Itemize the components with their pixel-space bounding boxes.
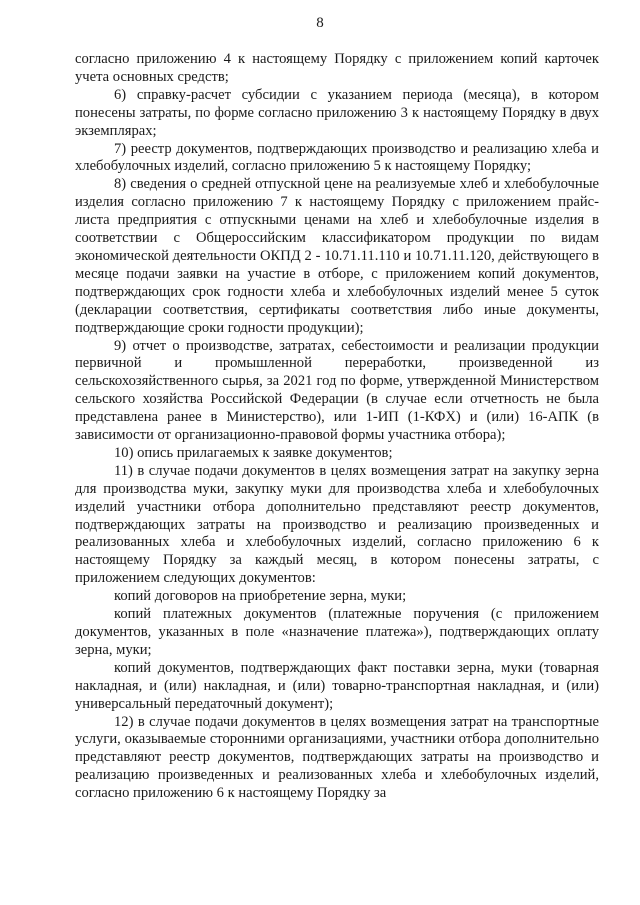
paragraph: копий платежных документов (платежные поручения (с приложением документов, указанных в поле «назначение платежа»), подтверждающих оплату зерна, муки; bbox=[75, 606, 599, 658]
paragraph: 11) в случае подачи документов в целях возмещения затрат на закупку зерна для производства муки, закупку муки для производства хлеба и хлебобулочных изделий участники отбора дополнительно представляют реестр документов, подтверждающих затраты на производство и реализацию произведенных и реализованных хлеба и хлебобулочных изделий, согласно приложению 6 к настоящему Порядку за каждый месяц, в котором понесены затраты, с приложением следующих документов: bbox=[75, 462, 599, 587]
paragraph: копий договоров на приобретение зерна, муки; bbox=[114, 588, 407, 605]
paragraph: 9) отчет о производстве, затратах, себестоимости и реализации продукции первичной и промышленной переработки, произведенной из сельскохозяйственного сырья, за 2021 год по форме, утвержденной Министерством сельского хозяйства Российской Федерации (в случае если отчетность не была представлена ранее в Министерство), или 1-ИП (1-КФХ) и (или) 16-АПК (в зависимости от организационно-правовой формы участника отбора); bbox=[75, 337, 599, 444]
document-body bbox=[75, 51, 599, 803]
paragraph: 10) опись прилагаемых к заявке документов; bbox=[114, 444, 393, 461]
paragraph: согласно приложению 4 к настоящему Порядку с приложением копий карточек учета основных средств; bbox=[75, 51, 599, 85]
paragraph: копий документов, подтверждающих факт поставки зерна, муки (товарная накладная, и (или) накладная, и (или) товарно-транспортная накладная, и (или) универсальный передаточный документ); bbox=[75, 659, 599, 712]
paragraph: 8) сведения о средней отпускной цене на реализуемые хлеб и хлебобулочные изделия согласно приложению 7 к настоящему Порядку с приложением прайс-листа предприятия с отпускными ценами на хлеб и хлебобулочные изделия в соответствии с Общероссийским классификатором продукции по видам экономической деятельности ОКПД 2 - 10.71.11.110 и 10.71.11.120, действующего в месяце подачи заявки на участие в отборе, с приложением копий документов, подтверждающих срок годности хлеба и хлебобулочных изделий менее 5 суток (декларации соответствия, сертификаты соответствия либо иные документы, подтверждающие сроки годности продукции); bbox=[75, 176, 599, 336]
paragraph: 12) в случае подачи документов в целях возмещения затрат на транспортные услуги, оказываемые сторонними организациями, участники отбора дополнительно представляют реестр документов, подтверждающих затраты на производство и реализацию произведенных и реализованных хлеба и хлебобулочных изделий, согласно приложению 6 к настоящему Порядку за bbox=[75, 713, 599, 802]
page-number: 8 bbox=[316, 15, 324, 31]
paragraph: 7) реестр документов, подтверждающих производство и реализацию хлеба и хлебобулочных изделий, согласно приложению 5 к настоящему Порядку; bbox=[75, 140, 599, 175]
paragraph: 6) справку-расчет субсидии с указанием периода (месяца), в котором понесены затраты, по форме согласно приложению 3 к настоящему Порядку в двух экземплярах; bbox=[75, 86, 599, 139]
